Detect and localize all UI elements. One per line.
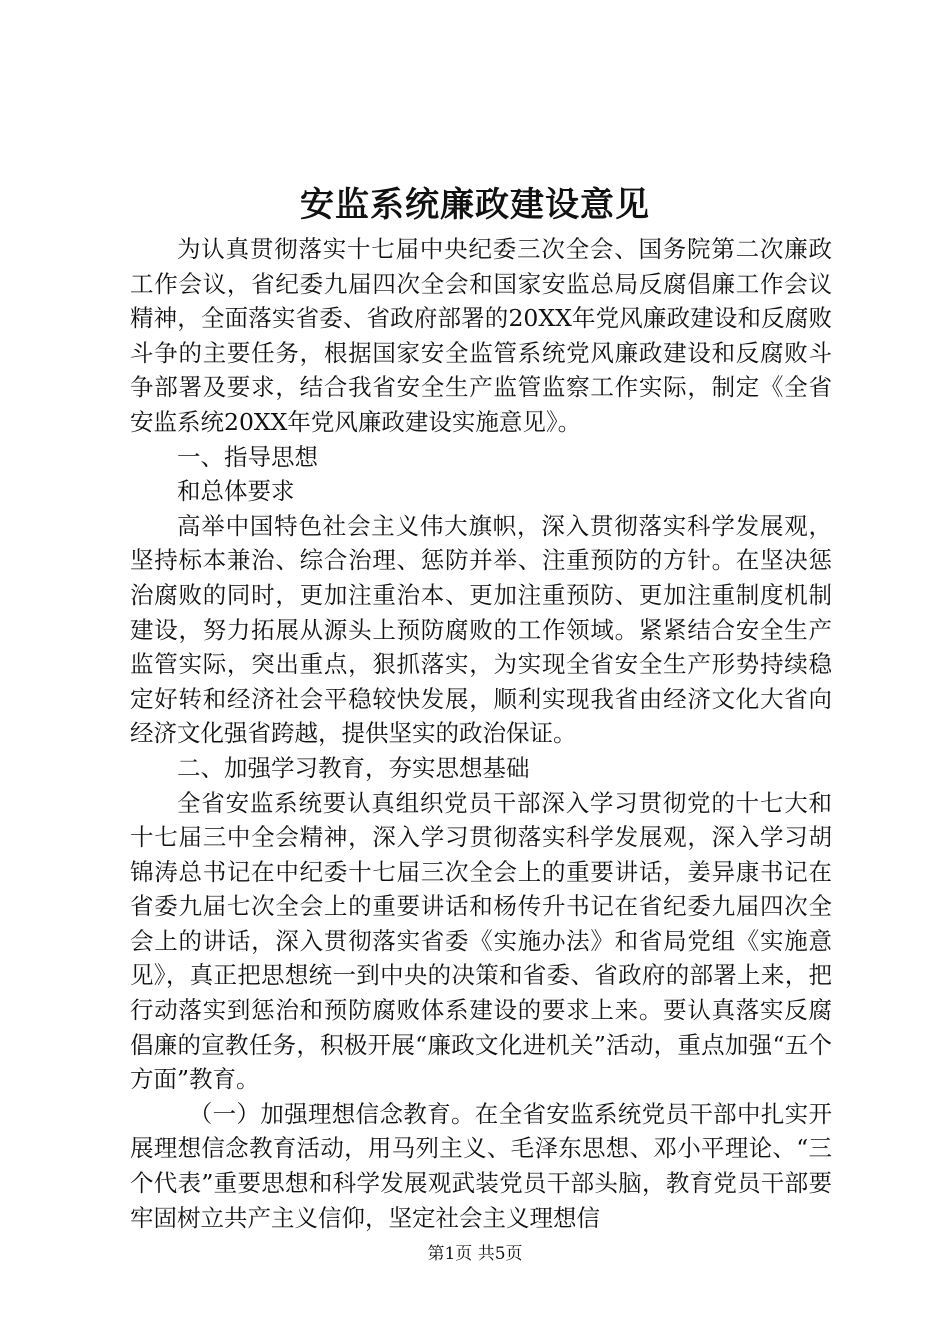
page-number-footer: 第1页 共5页: [427, 1244, 523, 1264]
intro-paragraph: 为认真贯彻落实十七届中央纪委三次全会、国务院第二次廉政工作会议，省纪委九届四次全会和国家安监总局反腐倡廉工作会议精神，全面落实省委、省政府部署的20XX年党风廉政建设和反腐败斗争的主要任务，根据国家安全监管系统党风廉政建设和反腐败斗争部署及要求，结合我省安全生产监管监察工作实际，制定《全省安监系统20XX年党风廉政建设实施意见》。: [130, 235, 832, 436]
section-2-paragraph: 全省安监系统要认真组织党员干部深入学习贯彻党的十七大和十七届三中全会精神，深入学习贯彻落实科学发展观，深入学习胡锦涛总书记在中纪委十七届三次全会上的重要讲话，姜异康书记在省委九届七次全会上的重要讲话和杨传升书记在省纪委九届四次全会上的讲话，深入贯彻落实省委《实施办法》和省局党组《实施意见》，真正把思想统一到中央的决策和省委、省政府的部署上来，把行动落实到惩治和预防腐败体系建设的要求上来。要认真落实反腐倡廉的宣教任务，积极开展“廉政文化进机关”活动，重点加强“五个方面”教育。: [130, 788, 832, 1094]
subsection-1-paragraph: （一）加强理想信念教育。在全省安监系统党员干部中扎实开展理想信念教育活动，用马列主义、毛泽东思想、邓小平理论、“三个代表”重要思想和科学发展观武装党员干部头脑，教育党员干部要牢固树立共产主义信仰，坚定社会主义理想信: [130, 1099, 832, 1232]
section-heading-1-continued: 和总体要求: [177, 477, 295, 506]
document-body: [130, 232, 832, 1235]
section-heading-1: 一、指导思想: [177, 442, 318, 471]
document-title: 安监系统廉政建设意见: [300, 185, 650, 225]
section-heading-2: 二、加强学习教育，夯实思想基础: [177, 753, 530, 782]
section-1-paragraph: 高举中国特色社会主义伟大旗帜，深入贯彻落实科学发展观，坚持标本兼治、综合治理、惩防并举、注重预防的方针。在坚决惩治腐败的同时，更加注重治本、更加注重预防、更加注重制度机制建设，努力拓展从源头上预防腐败的工作领域。紧紧结合安全生产监管实际，突出重点，狠抓落实，为实现全省安全生产形势持续稳定好转和经济社会平稳较快发展，顺利实现我省由经济文化大省向经济文化强省跨越，提供坚实的政治保证。: [130, 511, 832, 748]
